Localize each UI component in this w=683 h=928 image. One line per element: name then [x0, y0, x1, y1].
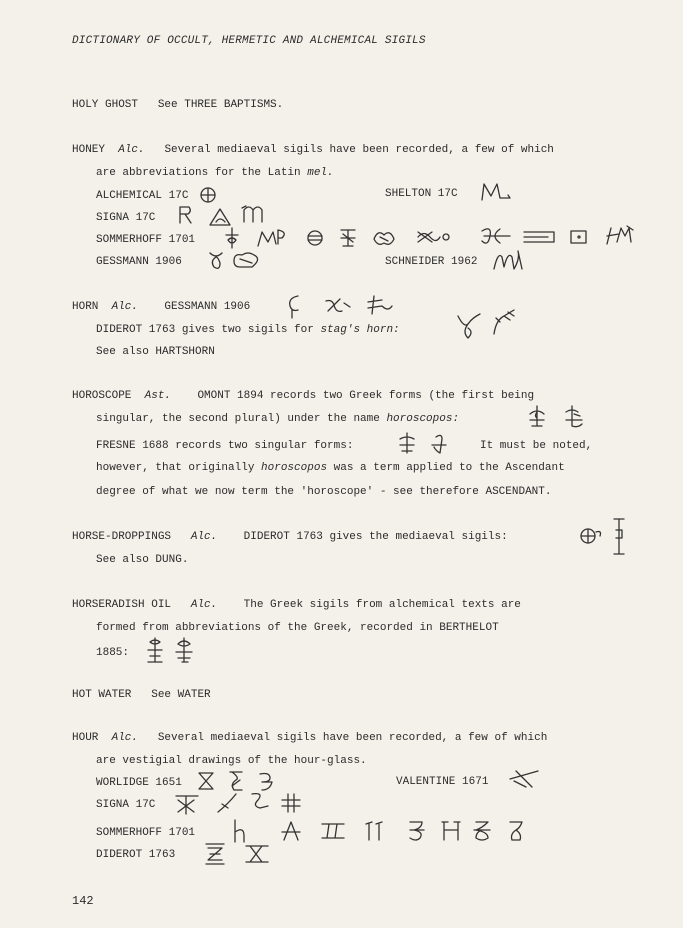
- entry-term: HOUR: [72, 732, 99, 744]
- sigil-hourglass-x: [196, 770, 216, 792]
- entry-text: was a term applied to the Ascendant: [327, 462, 565, 474]
- sigil-a-form: [280, 820, 302, 842]
- entry-tag: Alc.: [111, 301, 139, 313]
- sigil-script-three: [406, 818, 428, 844]
- sigil-h-curve: [230, 818, 250, 844]
- sigil-double-curve: [478, 225, 514, 247]
- entry-term: HORSERADISH OIL: [72, 599, 172, 611]
- sigil-r-form: [176, 203, 196, 227]
- sigil-horn-cross: [362, 294, 396, 318]
- entry-term: HORN: [72, 301, 99, 313]
- sigil-s-curve: [246, 790, 272, 816]
- sigil-hourglass-bars: [244, 842, 270, 866]
- sigil-bar-box: [522, 228, 556, 246]
- sigil-cross-star: [174, 792, 202, 816]
- source-label: SOMMERHOFF 1701: [96, 234, 196, 246]
- sigil-hourglass-eight: [506, 818, 526, 844]
- entry-text-line: [96, 412, 459, 426]
- entry-text: FRESNE 1688 records two singular forms:: [96, 440, 354, 452]
- entry-text-line: [96, 323, 400, 337]
- entry-term: HONEY: [72, 144, 106, 156]
- entry-text: It must be noted,: [480, 440, 593, 452]
- entry-hour: [72, 731, 547, 745]
- sigil-horn-curve: [284, 292, 304, 320]
- entry-text: degree of what we now term the 'horoscope' - see therefore ASCENDANT.: [96, 486, 552, 498]
- entry-text: Several mediaeval sigils have been recorded, a few of which: [164, 144, 554, 156]
- see-reference: See also HARTSHORN: [96, 346, 215, 358]
- source-label: SIGNA 17C: [96, 799, 156, 811]
- source-label: DIDEROT 1763: [96, 849, 176, 861]
- sigil-roman-two: [362, 820, 386, 842]
- sigil-fresne-two: [428, 431, 450, 457]
- sigil-horoscope-plural: [562, 404, 586, 430]
- see-reference: See WATER: [151, 689, 211, 701]
- sigil-staff-box: [610, 516, 628, 556]
- source-label: SHELTON 17C: [385, 188, 458, 200]
- entry-hot-water: [72, 688, 211, 702]
- sigil-greek-two: [172, 636, 196, 666]
- sigil-circle-cross-dot: [578, 526, 606, 546]
- sigil-triangle-swirl: [206, 205, 238, 227]
- see-reference: See THREE BAPTISMS.: [157, 99, 284, 111]
- running-header: DICTIONARY OF OCCULT, HERMETIC AND ALCHEMICAL SIGILS: [72, 35, 426, 47]
- entry-text: however, that originally: [96, 462, 262, 474]
- sigil-heart-loop: [230, 249, 264, 271]
- entry-horse-droppings: [72, 530, 508, 544]
- sigil-crossed-loop-circle: [414, 228, 454, 246]
- page-number: 142: [72, 894, 94, 908]
- see-reference: See also DUNG.: [96, 554, 189, 566]
- entry-tag: Alc.: [190, 531, 218, 543]
- entry-text: are abbreviations for the Latin: [96, 167, 308, 179]
- source-label: SCHNEIDER 1962: [385, 256, 478, 268]
- sigil-horn-x: [322, 295, 352, 317]
- source-label: SOMMERHOFF 1701: [96, 827, 196, 839]
- sigil-double-bar: [320, 820, 346, 842]
- entry-honey: [72, 143, 554, 157]
- sigil-stag-antler: [488, 306, 520, 340]
- entry-text: DIDEROT 1763 gives the mediaeval sigils:: [243, 531, 508, 543]
- entry-text-line: [96, 461, 565, 475]
- entry-text: 1885:: [96, 647, 130, 659]
- sigil-greek-one: [144, 636, 166, 666]
- entry-text: OMONT 1894 records two Greek forms (the first being: [197, 390, 535, 402]
- sigil-knot-eight: [470, 818, 494, 844]
- sigil-box-dot: [568, 228, 590, 246]
- entry-tag: Alc.: [111, 732, 139, 744]
- sigil-arrow-x: [506, 767, 542, 791]
- entry-italic: stag's horn:: [320, 324, 400, 336]
- entry-text: The Greek sigils from alchemical texts are: [243, 599, 521, 611]
- sigil-looped-knot: [370, 227, 398, 249]
- sigil-mp: [256, 226, 290, 248]
- entry-italic: mel.: [307, 167, 334, 179]
- entry-italic: horoscopos: [261, 462, 328, 474]
- sigil-circle-bars: [305, 228, 325, 248]
- source-label: GESSMANN 1906: [164, 301, 251, 313]
- entry-text: Several mediaeval sigils have been recorded, a few of which: [157, 732, 548, 744]
- entry-text: DIDEROT 1763 gives two sigils for: [96, 324, 321, 336]
- entry-horoscope: [72, 389, 534, 403]
- entry-text-line: [96, 166, 334, 180]
- entry-text: formed from abbreviations of the Greek, recorded in BERTHELOT: [96, 622, 499, 634]
- sigil-figure-eight: [206, 249, 226, 273]
- sigil-horoscope-singular: [526, 404, 548, 430]
- entry-tag: Ast.: [144, 390, 172, 402]
- source-label: VALENTINE 1671: [396, 776, 489, 788]
- source-label: GESSMANN 1906: [96, 256, 182, 268]
- entry-text: are vestigial drawings of the hour-glass.: [96, 755, 367, 767]
- sigil-h-box: [440, 820, 462, 842]
- sigil-hash: [280, 792, 302, 814]
- entry-italic: horoscopos:: [386, 413, 460, 425]
- entry-term: HOROSCOPE: [72, 390, 132, 402]
- sigil-script-m: [492, 247, 532, 273]
- sigil-m-hook: [480, 180, 516, 204]
- entry-term: HORSE-DROPPINGS: [72, 531, 172, 543]
- entry-horseradish-oil: [72, 598, 521, 612]
- entry-term: HOLY GHOST: [72, 99, 139, 111]
- sigil-fresne-one: [396, 431, 418, 457]
- entry-horn: [72, 300, 250, 314]
- entry-tag: Alc.: [190, 599, 218, 611]
- entry-tag: Alc.: [118, 144, 145, 156]
- sigil-hourglass-table: [202, 840, 228, 868]
- entry-text: singular, the second plural) under the name: [96, 413, 387, 425]
- source-label: WORLIDGE 1651: [96, 777, 182, 789]
- entry-holy-ghost: [72, 98, 283, 112]
- entry-text-line: [96, 439, 353, 453]
- source-label: SIGNA 17C: [96, 212, 156, 224]
- entry-term: HOT WATER: [72, 689, 132, 701]
- sigil-slash-curve: [214, 790, 242, 816]
- sigil-stag-horn: [454, 310, 484, 342]
- sigil-mel-m: [240, 202, 274, 226]
- sigil-circle-cross: [198, 185, 218, 205]
- sigil-hm-script: [603, 224, 637, 246]
- sigil-cross-bars: [337, 226, 359, 250]
- source-label: ALCHEMICAL 17C: [96, 190, 189, 202]
- sigil-looped-cross: [222, 226, 242, 250]
